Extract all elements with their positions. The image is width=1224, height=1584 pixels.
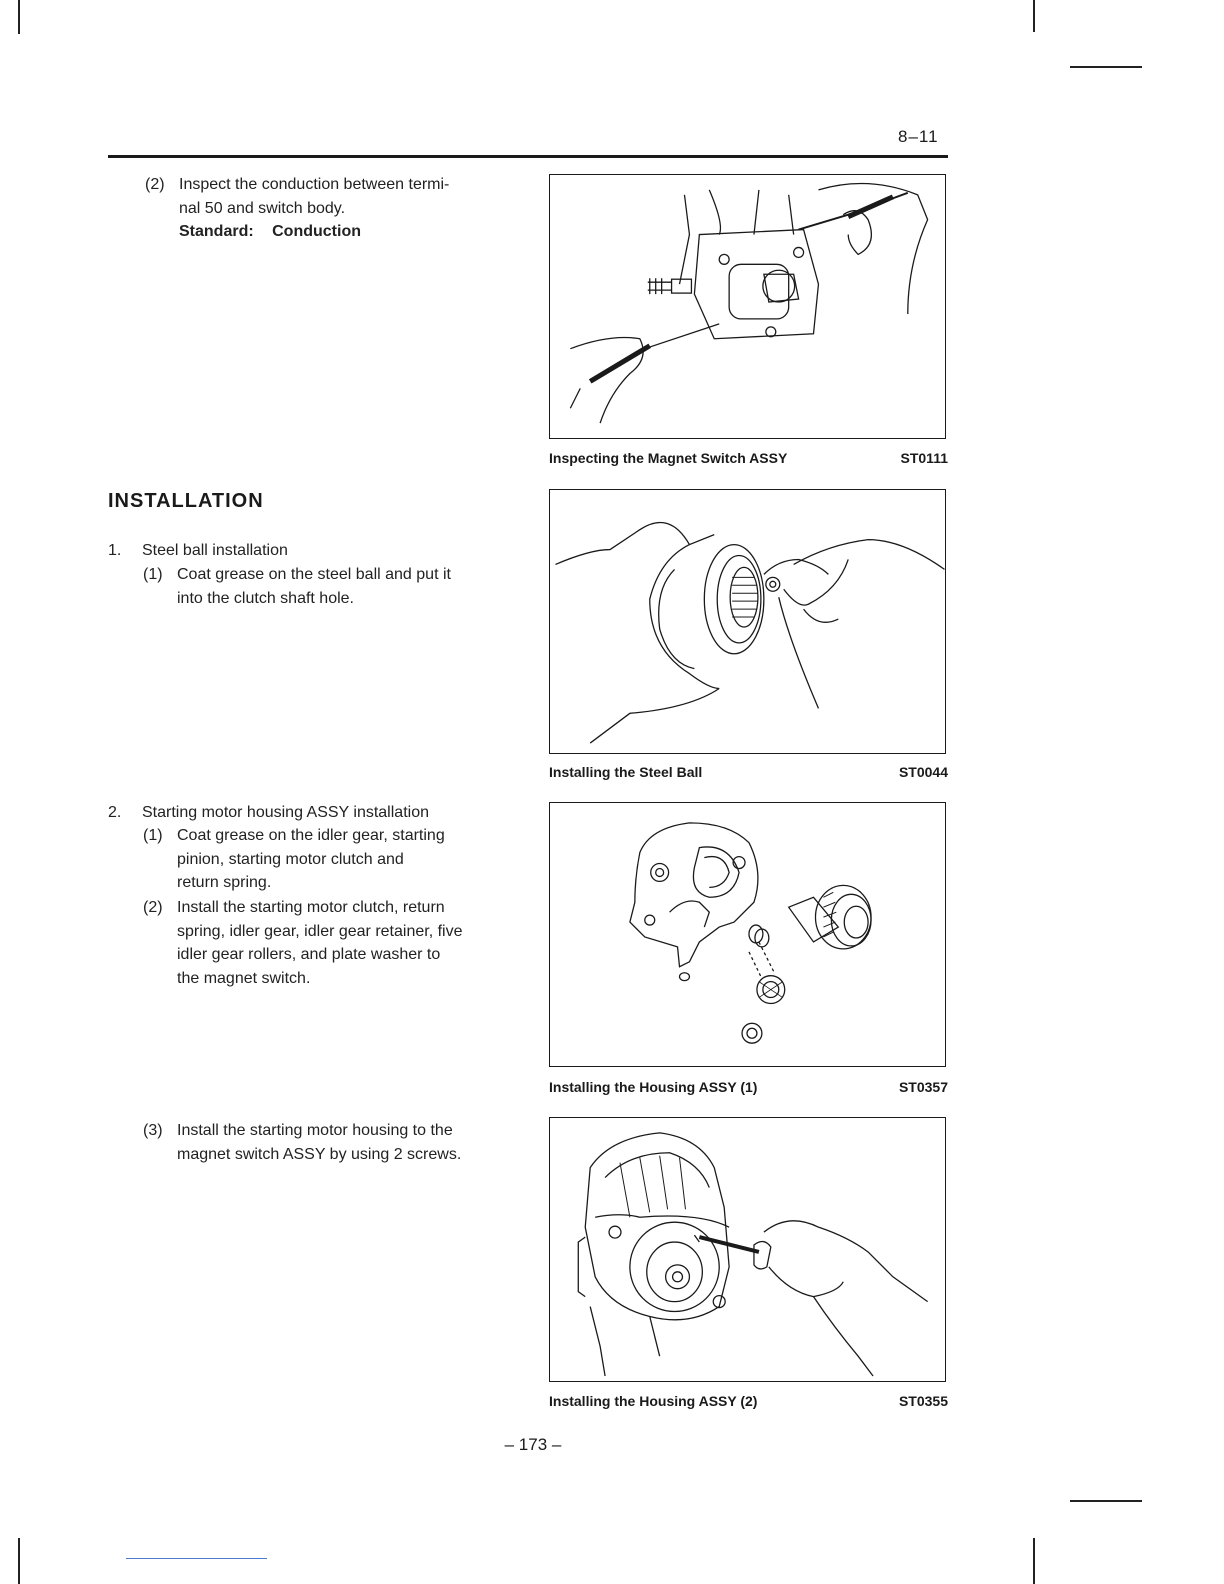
figure-code: ST0355 [898,1393,948,1409]
text-line: into the clutch shaft hole. [177,589,354,607]
scan-mark [126,1558,267,1559]
footer-page-number: – 173 – [504,1435,562,1454]
step-2-sub1-text [177,824,507,895]
inspect-text [179,173,509,244]
figure-housing-assy-1 [549,802,946,1067]
scan-mark [1033,0,1035,32]
step-1-title: Steel ball installation [142,542,288,559]
text-line: the magnet switch. [177,969,311,987]
standard-value: Conduction [272,223,361,240]
figure-housing-assy-2 [549,1117,946,1382]
standard-label: Standard: [179,223,254,240]
figure-code: ST0357 [898,1079,948,1095]
scan-mark [18,1538,20,1584]
text-line: magnet switch ASSY by using 2 screws. [177,1145,462,1163]
housing-exploded-illustration [550,803,945,1066]
step-2-title: Starting motor housing ASSY installation [142,804,429,821]
figure-caption [549,1393,948,1409]
caption-text: Installing the Housing ASSY (1) [549,1079,758,1095]
inspect-step-number: (2) [145,176,165,193]
figure-caption [549,450,948,466]
text-line: idler gear rollers, and plate washer to [177,946,441,963]
figure-magnet-switch-inspection [549,174,946,439]
step-2-sub2-text [177,896,507,990]
section-page-number: 8–11 [898,127,939,146]
header-rule [108,155,948,158]
text-line: spring, idler gear, idler gear retainer, five [177,922,463,940]
scan-mark [18,0,20,34]
figure-code: ST0044 [898,764,948,780]
step-2-number: 2. [108,804,122,821]
standard-line [179,220,509,244]
text-line: pinion, starting motor clutch and [177,850,404,868]
text-line: Coat grease on the idler gear, starting [177,827,445,844]
text-line: Install the starting motor clutch, return [177,899,445,916]
caption-text: Installing the Housing ASSY (2) [549,1393,758,1409]
inspect-line: Inspect the conduction between termi- [179,176,450,193]
magnet-switch-illustration [550,175,945,438]
text-line: Coat grease on the steel ball and put it [177,566,451,583]
scan-mark [1070,66,1142,68]
figure-steel-ball [549,489,946,754]
steel-ball-illustration [550,490,945,753]
installation-heading: INSTALLATION [108,490,264,512]
figure-caption [549,1079,948,1095]
scan-mark [1070,1500,1142,1502]
scan-mark [1033,1538,1035,1584]
housing-screwdriver-illustration [550,1118,945,1381]
step-2-sub3-text [177,1119,507,1166]
caption-text: Inspecting the Magnet Switch ASSY [549,450,788,466]
step-2-sub3-number: (3) [143,1122,163,1139]
step-2-sub1-number: (1) [143,827,163,844]
inspect-line: nal 50 and switch body. [179,199,346,217]
step-1-sub1-text [177,563,507,610]
text-line: return spring. [177,874,272,891]
text-line: Install the starting motor housing to the [177,1122,453,1139]
figure-caption [549,764,948,780]
step-2-sub2-number: (2) [143,899,163,916]
step-1-number: 1. [108,542,122,559]
caption-text: Installing the Steel Ball [549,764,703,780]
step-1-sub1-number: (1) [143,566,163,583]
figure-code: ST0111 [900,450,948,466]
